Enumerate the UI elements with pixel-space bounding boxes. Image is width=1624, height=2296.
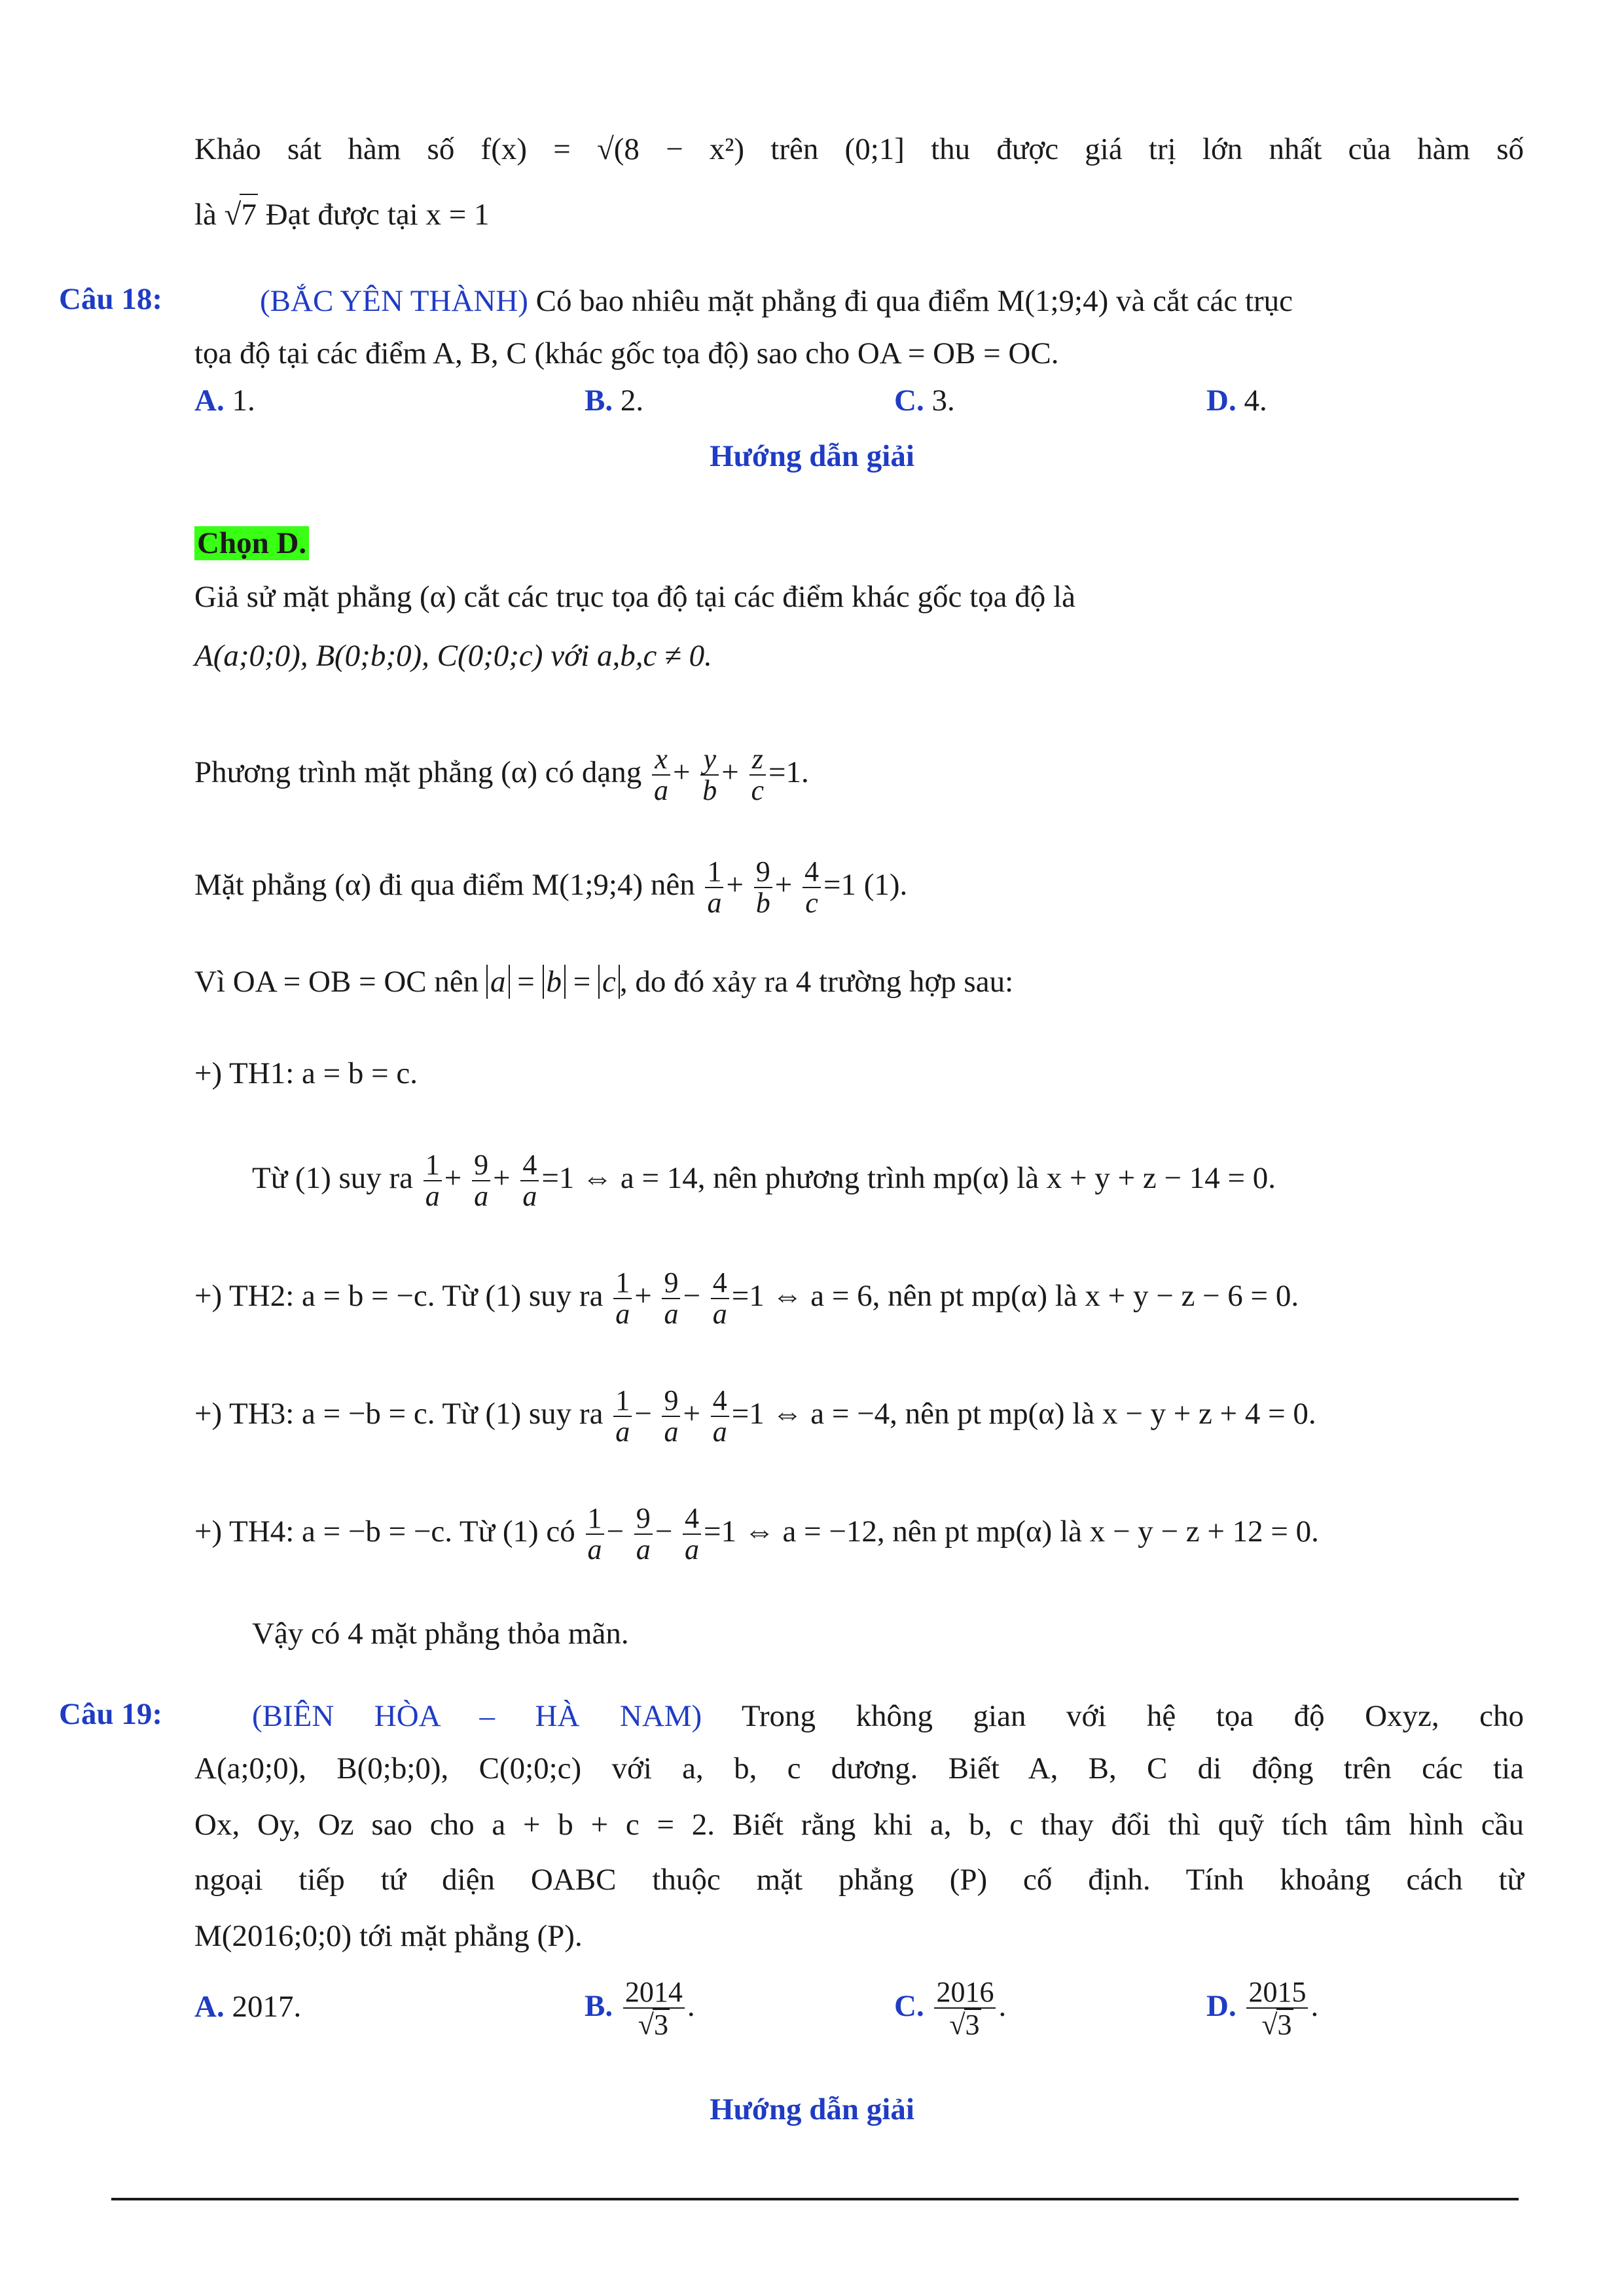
q18-conclusion: Vậy có 4 mặt phẳng thỏa mãn. bbox=[252, 1617, 629, 1651]
q18-option-a: A. 1. bbox=[194, 384, 255, 418]
chosen-answer-badge: Chọn D. bbox=[194, 526, 309, 560]
question-18-label: Câu 18: bbox=[59, 282, 162, 316]
q18-step-5: Vì OA = OB = OC nên a = b = c , do đó xảy ra 4 trường hợp sau: bbox=[194, 965, 1014, 999]
intro-line-2: là √7 Đạt được tại x = 1 bbox=[194, 194, 1524, 234]
question-18-source: (BẮC YÊN THÀNH) bbox=[260, 284, 528, 318]
sqrt-value: 7 bbox=[240, 194, 258, 234]
question-19-line-4: ngoại tiếp tứ diện OABC thuộc mặt phẳng (P) cố định. Tính khoảng cách từ bbox=[194, 1863, 1524, 1897]
question-19-source: (BIÊN HÒA – HÀ NAM) bbox=[252, 1699, 702, 1733]
q19-option-c: C. $\frac{2016}{√3}$ . bbox=[894, 1976, 1007, 2041]
footer-divider bbox=[111, 2198, 1519, 2200]
frac-y-b: $\frac{y}{b}$ bbox=[700, 744, 719, 806]
q18-option-d: D. 4. bbox=[1206, 384, 1267, 418]
q18-step-2: A(a;0;0), B(0;b;0), C(0;0;c) với a,b,c ≠ 0. bbox=[194, 639, 712, 673]
question-18-line-1: (BẮC YÊN THÀNH) Có bao nhiêu mặt phẳng đi qua điểm M(1;9;4) và cắt các trục bbox=[260, 284, 1293, 318]
intro-line-1: Khảo sát hàm số f(x) = √(8 − x²) trên (0;1] thu được giá trị lớn nhất của hàm số bbox=[194, 132, 1524, 166]
frac-z-c: $\frac{z}{c}$ bbox=[749, 744, 767, 806]
q18-case-3: +) TH3: a = −b = c. Từ (1) suy ra $\frac{1}{a}$ − $\frac{9}{a}$ + $\frac{4}{a}$ =1 ⇔ a = −4, nên pt mp(α) là x − y + z + 4 = 0. bbox=[194, 1384, 1316, 1448]
q18-option-b: B. 2. bbox=[585, 384, 644, 418]
q18-step-1: Giả sử mặt phẳng (α) cắt các trục tọa độ tại các điểm khác gốc tọa độ là bbox=[194, 580, 1075, 614]
frac-x-a: $\frac{x}{a}$ bbox=[652, 744, 670, 806]
q19-option-a: A. 2017. bbox=[194, 1990, 302, 2024]
question-19-line-1: (BIÊN HÒA – HÀ NAM) Trong không gian với hệ tọa độ Oxyz, cho bbox=[252, 1699, 1524, 1733]
q19-option-d: D. $\frac{2015}{√3}$ . bbox=[1206, 1976, 1319, 2041]
q19-guide-heading: Hướng dẫn giải bbox=[710, 2092, 914, 2126]
question-19-line-2: A(a;0;0), B(0;b;0), C(0;0;c) với a, b, c dương. Biết A, B, C di động trên các tia bbox=[194, 1751, 1524, 1785]
q19-option-b: B. $\frac{2014}{√3}$ . bbox=[585, 1976, 695, 2041]
q18-case-4: +) TH4: a = −b = −c. Từ (1) có $\frac{1}{a}$ − $\frac{9}{a}$ − $\frac{4}{a}$ =1 ⇔ a = −12, nên pt mp(α) là x − y − z + 12 = 0. bbox=[194, 1502, 1319, 1566]
q18-case-2: +) TH2: a = b = −c. Từ (1) suy ra $\frac{1}{a}$ + $\frac{9}{a}$ − $\frac{4}{a}$ =1 ⇔ a = 6, nên pt mp(α) là x + y − z − 6 = 0. bbox=[194, 1266, 1299, 1331]
q18-option-c: C. 3. bbox=[894, 384, 955, 418]
question-19-label: Câu 19: bbox=[59, 1697, 162, 1731]
question-18-line-2: tọa độ tại các điểm A, B, C (khác gốc tọa độ) sao cho OA = OB = OC. bbox=[194, 336, 1059, 370]
q18-step-4: Mặt phẳng (α) đi qua điểm M(1;9;4) nên $\frac{1}{a}$ + $\frac{9}{b}$ + $\frac{4}{c}$ =1 (1). bbox=[194, 855, 908, 920]
q18-chosen bbox=[194, 524, 1524, 563]
q18-case-1-detail: Từ (1) suy ra $\frac{1}{a}$ + $\frac{9}{a}$ + $\frac{4}{a}$ =1 ⇔ a = 14, nên phương trình mp(α) là x + y + z − 14 = 0. bbox=[252, 1149, 1276, 1213]
q18-case-1: +) TH1: a = b = c. bbox=[194, 1056, 418, 1090]
question-19-line-3: Ox, Oy, Oz sao cho a + b + c = 2. Biết rằng khi a, b, c thay đổi thì quỹ tích tâm hình cầu bbox=[194, 1808, 1524, 1842]
question-19-line-5: M(2016;0;0) tới mặt phẳng (P). bbox=[194, 1919, 583, 1953]
q18-guide-heading: Hướng dẫn giải bbox=[710, 439, 914, 473]
q18-step-3: Phương trình mặt phẳng (α) có dạng $\frac{x}{a}$ + $\frac{y}{b}$ + $\frac{z}{c}$ =1. bbox=[194, 743, 809, 807]
